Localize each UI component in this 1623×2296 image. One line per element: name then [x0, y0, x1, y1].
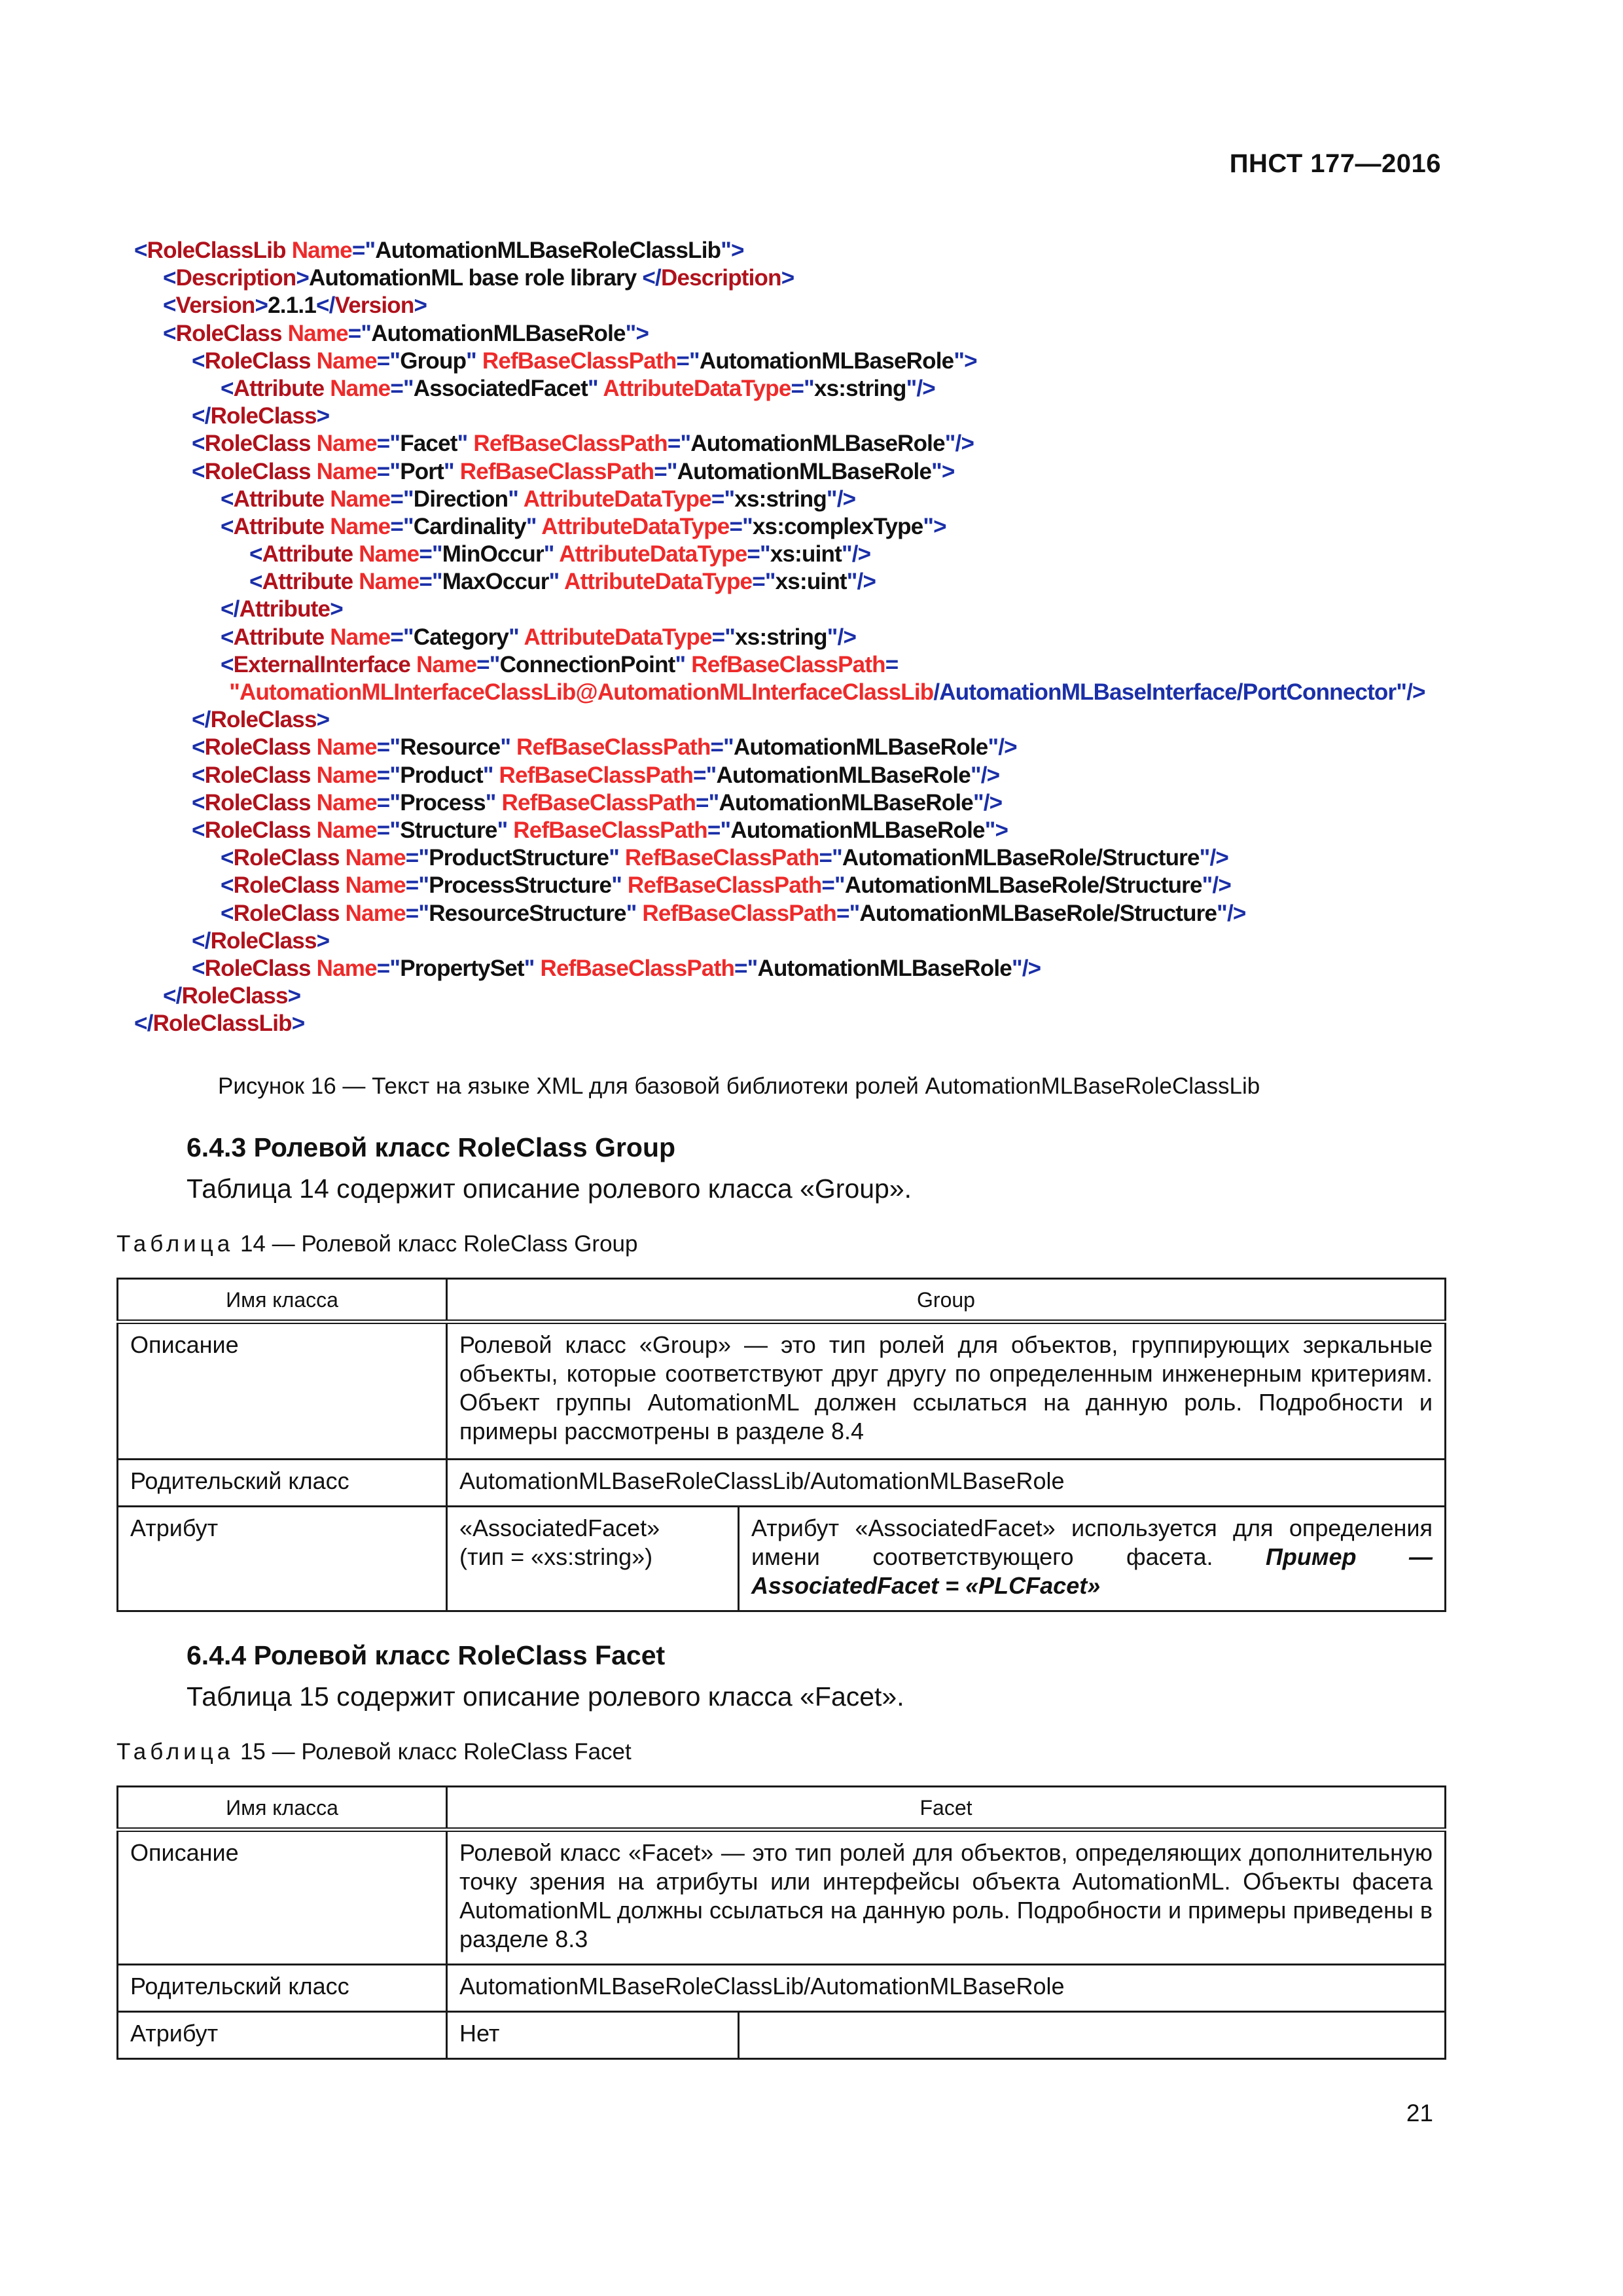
xml-token: Name	[310, 458, 377, 484]
xml-token: <	[192, 734, 205, 761]
xml-token: ="	[348, 320, 372, 346]
xml-token: AutomationMLBaseRole/Structure	[859, 900, 1217, 926]
xml-token: "/>	[827, 624, 857, 650]
xml-token: ="	[419, 541, 442, 567]
xml-token: Name	[339, 900, 406, 926]
xml-token: RoleClass	[233, 900, 340, 926]
section-intro-6-4-3: Таблица 14 содержит описание ролевого класса «Group».	[187, 1174, 912, 1204]
xml-token: ="	[821, 872, 845, 899]
xml-token: ="	[729, 513, 753, 539]
xml-token: "/>	[846, 569, 876, 595]
xml-token: "	[548, 569, 560, 595]
xml-token: "/>	[826, 486, 856, 512]
xml-token: "	[497, 817, 508, 843]
xml-token: AttributeDataType	[518, 624, 712, 650]
xml-token: ="	[752, 569, 776, 595]
xml-token: ="	[390, 486, 414, 512]
xml-token: "	[626, 900, 637, 926]
xml-line	[134, 292, 1522, 319]
xml-token: xs:complexType	[752, 513, 923, 539]
xml-token: "/>	[944, 431, 974, 457]
xml-token: ="	[376, 762, 401, 788]
figure-caption: Рисунок 16 — Текст на языке XML для базовой библиотеки ролей AutomationMLBaseRoleClassLib	[218, 1073, 1260, 1099]
xml-token: AutomationMLBaseRole	[733, 734, 988, 761]
xml-token: </	[192, 707, 211, 733]
xml-token: ="	[376, 458, 401, 484]
xml-token: >	[296, 265, 310, 291]
xml-line	[134, 927, 1522, 955]
xml-token: "/>	[970, 762, 1000, 788]
table-head-value: Group	[447, 1279, 1446, 1322]
xml-token: Name	[324, 513, 391, 539]
xml-token: RefBaseClassPath	[621, 872, 822, 899]
xml-token: AutomationMLBaseRole	[716, 762, 971, 788]
xml-token: Direction	[413, 486, 508, 512]
xml-line	[134, 872, 1522, 899]
attribute-description: Атрибут «AssociatedFacet» используется для определения имени соответствующего фасета.	[751, 1515, 1433, 1570]
xml-token: "/>	[1202, 872, 1231, 899]
xml-token: RefBaseClassPath	[685, 651, 885, 677]
section-intro-6-4-4: Таблица 15 содержит описание ролевого класса «Facet».	[187, 1681, 904, 1712]
xml-token: <	[221, 872, 234, 899]
xml-token: ="	[351, 238, 376, 263]
attribute-type: (тип = «xs:string»)	[459, 1543, 653, 1570]
xml-token: AssociatedFacet	[413, 375, 588, 401]
xml-token: <	[163, 320, 176, 346]
xml-token: ="	[836, 900, 860, 926]
xml-token: </	[134, 1011, 153, 1037]
xml-token: <	[221, 375, 234, 401]
xml-token: RoleClass	[204, 458, 311, 484]
xml-token: Attribute	[233, 624, 325, 650]
xml-token: AutomationMLBaseRole	[690, 431, 945, 457]
xml-token: ="	[791, 375, 814, 401]
xml-token: ="	[419, 569, 442, 595]
xml-token: <	[192, 431, 205, 457]
xml-line	[134, 955, 1522, 982]
xml-token: "	[543, 541, 554, 567]
xml-token: ="	[654, 458, 677, 484]
xml-token: Facet	[400, 431, 457, 457]
xml-token: </	[192, 927, 211, 954]
xml-token: <	[163, 265, 176, 291]
xml-token: <	[192, 955, 205, 981]
xml-token: Name	[310, 789, 377, 816]
xml-line	[134, 486, 1522, 513]
xml-token: ="	[405, 872, 429, 899]
row-value-empty	[739, 2012, 1446, 2059]
document-code: ПНСТ 177—2016	[1229, 149, 1441, 178]
xml-token: Name	[281, 320, 348, 346]
xml-token: AutomationMLBaseRoleClassLib	[375, 238, 721, 263]
table-15-caption: Таблица 15 — Ролевой класс RoleClass Facet	[116, 1739, 632, 1765]
xml-token: Name	[324, 375, 391, 401]
xml-token: Version	[175, 293, 255, 319]
xml-token: AutomationMLBaseRole/Structure	[844, 872, 1202, 899]
xml-token: xs:string	[813, 375, 906, 401]
xml-token: "	[466, 348, 476, 374]
xml-token: </	[642, 265, 661, 291]
xml-token: "/>	[1199, 845, 1229, 871]
xml-line	[134, 348, 1522, 375]
xml-token: Structure	[400, 817, 497, 843]
xml-token: xs:string	[734, 486, 827, 512]
table-14-caption: Таблица 14 — Ролевой класс RoleClass Group	[116, 1231, 638, 1257]
row-label-attribute: Атрибут	[118, 2012, 447, 2059]
table-14	[116, 1278, 1446, 1612]
xml-token: ="	[696, 789, 719, 816]
xml-token: Resource	[400, 734, 501, 761]
xml-token: <	[221, 845, 234, 871]
xml-token: <	[192, 762, 205, 788]
xml-token: "	[508, 624, 519, 650]
xml-token: <	[163, 293, 176, 319]
xml-token: ="	[376, 789, 401, 816]
xml-token: RefBaseClassPath	[495, 789, 696, 816]
xml-token: ="	[376, 734, 401, 761]
xml-token: RoleClass	[204, 817, 311, 843]
xml-token: RoleClass	[204, 762, 311, 788]
row-value-description: Ролевой класс «Facet» — это тип ролей для объектов, определяющих дополнительную точку зрения на атрибуты или интерфейсы объекта AutomationML. Объекты фасета AutomationML должны ссылаться на данную роль. Подробности и примеры приведены в разделе 8.3	[447, 1830, 1446, 1965]
xml-line	[134, 817, 1522, 844]
xml-token: <	[249, 541, 262, 567]
xml-token: =	[885, 651, 899, 677]
xml-token: RefBaseClassPath	[467, 431, 668, 457]
xml-token: AttributeDataType	[597, 375, 791, 401]
xml-line	[134, 679, 1522, 706]
xml-token: RoleClass	[210, 707, 317, 733]
xml-line	[134, 844, 1522, 872]
xml-token: "	[609, 845, 619, 871]
xml-token: RoleClass	[204, 431, 311, 457]
attribute-name: «AssociatedFacet»	[459, 1515, 660, 1541]
xml-token: Port	[400, 458, 444, 484]
xml-token: AutomationMLBaseRole/Structure	[842, 845, 1200, 871]
xml-token: Name	[310, 762, 377, 788]
xml-token: AutomationMLBaseRole	[699, 348, 954, 374]
xml-token: RoleClass	[204, 348, 311, 374]
xml-token: "/>	[906, 375, 935, 401]
xml-token: "	[526, 513, 537, 539]
xml-token: AttributeDataType	[554, 541, 747, 567]
xml-token: RefBaseClassPath	[476, 348, 677, 374]
xml-token: Name	[410, 651, 477, 677]
row-value-parent: AutomationMLBaseRoleClassLib/AutomationMLBaseRole	[447, 1460, 1446, 1507]
table-head-label: Имя класса	[118, 1787, 447, 1830]
xml-token: AutomationMLBaseRole	[371, 320, 626, 346]
xml-token: "	[675, 651, 686, 677]
xml-token: ResourceStructure	[429, 900, 626, 926]
xml-token: <	[221, 513, 234, 539]
xml-line	[134, 403, 1522, 430]
xml-line	[134, 513, 1522, 541]
xml-token: RefBaseClassPath	[636, 900, 836, 926]
xml-token: Name	[353, 541, 419, 567]
xml-token: "	[485, 789, 496, 816]
xml-token: Description	[660, 265, 781, 291]
xml-token: 2.1.1	[268, 293, 316, 319]
xml-token: >	[255, 293, 268, 319]
xml-token: ConnectionPoint	[499, 651, 675, 677]
xml-token: >	[414, 293, 427, 319]
xml-token: RoleClass	[204, 734, 311, 761]
xml-token: >	[316, 707, 330, 733]
xml-token: Attribute	[239, 596, 330, 622]
xml-token: <	[192, 817, 205, 843]
xml-token: "/>	[1217, 900, 1246, 926]
table-head-value: Facet	[447, 1787, 1446, 1830]
section-heading-6-4-4: 6.4.4 Ролевой класс RoleClass Facet	[187, 1640, 666, 1670]
xml-line	[134, 762, 1522, 789]
xml-token: RoleClass	[233, 845, 340, 871]
row-value-parent: AutomationMLBaseRoleClassLib/AutomationMLBaseRole	[447, 1965, 1446, 2012]
xml-token: </	[163, 983, 182, 1009]
xml-token: <	[192, 789, 205, 816]
xml-token: ">	[923, 513, 946, 539]
xml-token: ="	[476, 651, 500, 677]
xml-token: RoleClass	[210, 403, 317, 429]
xml-line	[134, 624, 1522, 651]
xml-token: Product	[400, 762, 483, 788]
xml-token: >	[330, 596, 343, 622]
xml-token: <	[249, 569, 262, 595]
xml-token: ="	[390, 624, 414, 650]
xml-token: Name	[324, 624, 391, 650]
xml-token: "	[482, 762, 493, 788]
xml-line	[134, 264, 1522, 292]
xml-token: Attribute	[262, 541, 353, 567]
xml-token: Name	[310, 431, 377, 457]
xml-token: <	[221, 900, 234, 926]
row-value-attribute-desc	[739, 1507, 1446, 1611]
xml-token: Attribute	[262, 569, 353, 595]
xml-token: ="	[711, 486, 735, 512]
xml-token: ="	[667, 431, 691, 457]
xml-token: Attribute	[233, 513, 325, 539]
xml-token: Category	[413, 624, 509, 650]
xml-token: AutomationMLBaseRole	[719, 789, 973, 816]
xml-token: Attribute	[233, 486, 325, 512]
section-heading-6-4-3: 6.4.3 Ролевой класс RoleClass Group	[187, 1132, 676, 1162]
xml-token: ="	[405, 845, 429, 871]
row-label-description: Описание	[118, 1830, 447, 1965]
xml-token: "	[444, 458, 454, 484]
row-value-description: Ролевой класс «Group» — это тип ролей для объектов, группирующих зеркальные объекты, которые соответствуют друг другу по определенным инженерным критериям. Объект группы AutomationML должен ссылаться на данную роль. Подробности и примеры рассмотрены в разделе 8.4	[447, 1322, 1446, 1460]
xml-token: Name	[353, 569, 419, 595]
xml-token: AutomationML base role library	[309, 265, 643, 291]
xml-line	[134, 430, 1522, 457]
xml-token: RoleClass	[210, 927, 317, 954]
xml-token: ProductStructure	[429, 845, 609, 871]
xml-token: AttributeDataType	[518, 486, 711, 512]
xml-token: >	[781, 265, 794, 291]
xml-token: ="	[676, 348, 700, 374]
row-label-parent: Родительский класс	[118, 1460, 447, 1507]
xml-line	[134, 375, 1522, 403]
xml-line	[134, 734, 1522, 761]
row-label-attribute: Атрибут	[118, 1507, 447, 1611]
xml-line	[134, 458, 1522, 486]
xml-token: ="	[390, 513, 414, 539]
row-value-attribute-name	[447, 1507, 739, 1611]
xml-token: ProcessStructure	[429, 872, 612, 899]
xml-token: RoleClass	[175, 320, 282, 346]
xml-token: >	[316, 403, 330, 429]
xml-token: ="	[376, 431, 401, 457]
xml-token: MinOccur	[442, 541, 544, 567]
xml-token: ="	[376, 817, 401, 843]
xml-token: AttributeDataType	[559, 569, 753, 595]
xml-token: Group	[400, 348, 467, 374]
xml-token: RefBaseClassPath	[507, 817, 707, 843]
xml-token: "	[508, 486, 519, 512]
table-15	[116, 1785, 1446, 2060]
xml-token: "/>	[841, 541, 871, 567]
xml-token: >	[291, 1011, 305, 1037]
xml-line	[134, 568, 1522, 596]
xml-token: <	[221, 486, 234, 512]
xml-token: ">	[984, 817, 1008, 843]
xml-token: "	[611, 872, 622, 899]
xml-token: ="	[747, 541, 770, 567]
xml-token: <	[221, 651, 234, 677]
xml-token: Name	[310, 955, 377, 981]
xml-token: ="	[710, 734, 734, 761]
xml-token: ">	[625, 320, 649, 346]
xml-token: AutomationMLBaseRole	[730, 817, 985, 843]
xml-token: /AutomationMLBaseInterface/PortConnector"/>	[933, 679, 1425, 705]
xml-token: <	[192, 348, 205, 374]
xml-token: RoleClass	[233, 872, 340, 899]
xml-line	[134, 706, 1522, 734]
row-value-attribute: Нет	[447, 2012, 739, 2059]
xml-token: Name	[310, 734, 377, 761]
xml-token: Version	[334, 293, 414, 319]
xml-line	[134, 789, 1522, 817]
xml-token: "/>	[988, 734, 1017, 761]
xml-token: RoleClass	[204, 789, 311, 816]
xml-token: Description	[175, 265, 296, 291]
attribute-example: Пример — AssociatedFacet = «PLCFacet»	[751, 1543, 1433, 1599]
xml-token: MaxOccur	[442, 569, 549, 595]
xml-token: RefBaseClassPath	[454, 458, 654, 484]
xml-token: ">	[954, 348, 977, 374]
xml-token: ="	[376, 348, 401, 374]
xml-token: ExternalInterface	[233, 651, 411, 677]
xml-token: <	[221, 624, 234, 650]
xml-token: RoleClassLib	[147, 238, 286, 263]
xml-token: RefBaseClassPath	[534, 955, 735, 981]
xml-token: ">	[931, 458, 955, 484]
xml-token: "	[500, 734, 511, 761]
xml-token: </	[192, 403, 211, 429]
xml-line	[134, 237, 1522, 264]
xml-token: Attribute	[233, 375, 325, 401]
xml-token: ="	[707, 817, 731, 843]
xml-token: "/>	[972, 789, 1003, 816]
xml-token: >	[287, 983, 301, 1009]
xml-token: RefBaseClassPath	[619, 845, 819, 871]
xml-token: </	[221, 596, 240, 622]
xml-token: RefBaseClassPath	[510, 734, 711, 761]
xml-token: AutomationMLBaseRole	[677, 458, 932, 484]
xml-line	[134, 596, 1522, 623]
xml-token: RoleClassLib	[152, 1011, 292, 1037]
xml-token: RoleClass	[204, 955, 311, 981]
xml-token: Name	[339, 872, 406, 899]
xml-token: Name	[324, 486, 391, 512]
xml-token: Name	[310, 817, 377, 843]
xml-token: <	[134, 238, 147, 263]
xml-token: Name	[310, 348, 377, 374]
xml-line	[134, 651, 1522, 679]
xml-token: ="	[711, 624, 736, 650]
xml-line	[134, 1010, 1522, 1037]
row-label-description: Описание	[118, 1322, 447, 1460]
xml-token: ="	[734, 955, 758, 981]
xml-token: RefBaseClassPath	[493, 762, 694, 788]
xml-token: Process	[400, 789, 486, 816]
page-number: 21	[1406, 2100, 1433, 2126]
xml-token: <	[192, 458, 205, 484]
xml-token: "	[524, 955, 535, 981]
xml-line	[134, 320, 1522, 348]
xml-token: AttributeDataType	[536, 513, 730, 539]
xml-token: "	[457, 431, 468, 457]
xml-token: xs:string	[735, 624, 827, 650]
xml-code-figure	[134, 237, 1522, 1037]
xml-token: ="	[693, 762, 717, 788]
xml-token: ">	[721, 238, 744, 263]
xml-token: Cardinality	[413, 513, 526, 539]
xml-token: xs:uint	[770, 541, 842, 567]
xml-line	[134, 900, 1522, 927]
xml-token: ="	[390, 375, 414, 401]
xml-token: xs:uint	[775, 569, 847, 595]
xml-token: PropertySet	[400, 955, 524, 981]
xml-token: "/>	[1011, 955, 1041, 981]
xml-token: AutomationMLBaseRole	[757, 955, 1012, 981]
xml-line	[134, 541, 1522, 568]
table-head-label: Имя класса	[118, 1279, 447, 1322]
xml-token: "	[587, 375, 598, 401]
xml-token: </	[316, 293, 335, 319]
xml-token: Name	[339, 845, 406, 871]
row-label-parent: Родительский класс	[118, 1965, 447, 2012]
xml-token: ="	[376, 955, 401, 981]
xml-token: "AutomationMLInterfaceClassLib@AutomationMLInterfaceClassLib	[229, 679, 934, 705]
xml-token: >	[316, 927, 330, 954]
xml-token: RoleClass	[181, 983, 288, 1009]
xml-line	[134, 982, 1522, 1010]
xml-token: ="	[819, 845, 842, 871]
xml-token: Name	[285, 238, 352, 263]
xml-token: ="	[405, 900, 429, 926]
